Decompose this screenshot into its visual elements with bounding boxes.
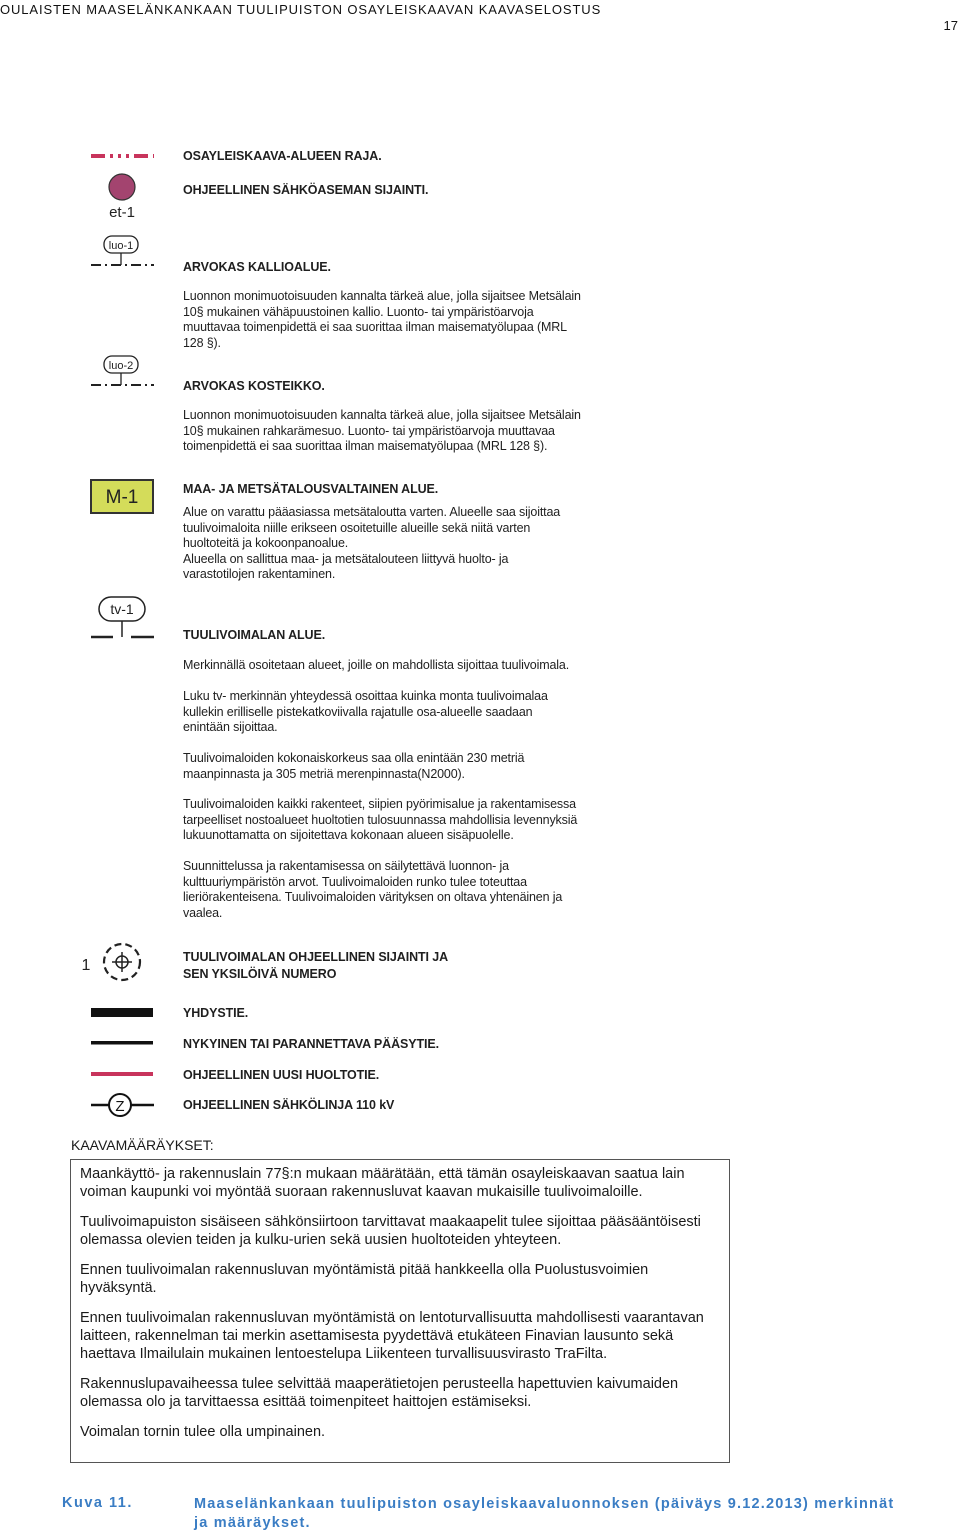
m-1-area-icon xyxy=(89,478,157,516)
legend-label-luo-1: ARVOKAS KALLIOALUE. xyxy=(183,260,331,274)
powerline-icon xyxy=(88,1090,158,1120)
new-service-road-symbol xyxy=(88,1069,158,1079)
wind-turbine-location-icon xyxy=(78,940,148,986)
legend-description-m-1: Alue on varattu pääasiassa metsätaloutta varten. Alueelle saa sijoittaa tuulivoimaloita niille erikseen osoitetuille alueille sekä niitä varten huoltoteitä ja kokoonpanoalue. Alueella on sallittua maa- ja metsätalouteen liittyvä huolto- ja varastotilojen rakentaminen. xyxy=(183,505,561,581)
legend-label-connecting-road: YHDYSTIE. xyxy=(183,1006,249,1020)
legend-description-tv-1-p1: Merkinnällä osoitetaan alueet, joille on mahdollista sijoittaa tuulivoimala. xyxy=(183,658,570,672)
page-number: 17 xyxy=(943,18,958,33)
regulations-heading: KAAVAMÄÄRÄYKSET: xyxy=(71,1137,214,1153)
powerline-code: Z xyxy=(115,1098,125,1115)
legend-label-tv-1: TUULIVOIMALAN ALUE. xyxy=(183,628,326,642)
legend-label-substation: OHJEELLINEN SÄHKÖASEMAN SIJAINTI. xyxy=(183,183,429,197)
legend-label-boundary: OSAYLEISKAAVA-ALUEEN RAJA. xyxy=(183,149,382,163)
regulation-paragraph-6: Voimalan tornin tulee olla umpinainen. xyxy=(80,1424,326,1440)
legend-description-luo-1: Luonnon monimuotoisuuden kannalta tärkeä alue, jolla sijaitsee Metsälain 10§ mukainen vähäpuustoinen kallio. Luonto- tai ympäristöarvoja muuttavaa toimenpidettä ei saa suorittaa ilman maisematyölupaa (MRL 128 §). xyxy=(183,289,581,350)
wind-power-area-icon xyxy=(88,594,158,644)
legend-description-tv-1-p4: Tuulivoimaloiden kaikki rakenteet, siipien pyörimisalue ja rakentamisessa tarpeelliset nostoalueet huoltotien tulosuunnassa mahdollisia levennyksiä lukuunottamatta on sijoitettava kokonaan alueen sisäpuolelle. xyxy=(183,797,578,842)
legend-label-luo-2: ARVOKAS KOSTEIKKO. xyxy=(183,379,325,393)
connecting-road-symbol xyxy=(88,1006,158,1020)
legend-label-m-1: MAA- JA METSÄTALOUSVALTAINEN ALUE. xyxy=(183,482,439,496)
luo-2-code: luo-2 xyxy=(108,360,134,372)
legend-description-tv-1-p2: Luku tv- merkinnän yhteydessä osoittaa kuinka monta tuulivoimalaa kullekin erilliselle pistekatkoviivalla rajatulle osa-alueelle saadaan enintään sijoittaa. xyxy=(183,689,548,734)
figure-caption: Maaselänkankaan tuulipuiston osayleiskaavaluonnoksen (päiväys 9.12.2013) merkinnät ja määräykset. xyxy=(194,1496,895,1531)
regulation-paragraph-2: Tuulivoimapuiston sisäiseen sähkönsiirtoon tarvittavat maakaapelit tulee sijoittaa pääsääntöisesti olemassa olevien teiden ja kulku-urien sekä uusien huoltoteiden yhteyteen. xyxy=(80,1214,701,1248)
access-road-symbol xyxy=(88,1038,158,1048)
luo-1-code: luo-1 xyxy=(108,240,134,252)
tv-1-code: tv-1 xyxy=(110,601,134,617)
valuable-rock-area-icon xyxy=(88,233,158,273)
legend-label-access-road: NYKYINEN TAI PARANNETTAVA PÄÄSYTIE. xyxy=(183,1037,440,1051)
legend-label-turbine: TUULIVOIMALAN OHJEELLINEN SIJAINTI JA SEN YKSILÖIVÄ NUMERO xyxy=(183,950,449,981)
figure-label: Kuva 11. xyxy=(62,1495,133,1511)
regulation-paragraph-1: Maankäyttö- ja rakennuslain 77§:n mukaan määrätään, että tämän osayleiskaavan saatua lain voiman kaupunki voi myöntää suoraan rakennusluvat kaavan mukaisille tuulivoimaloille. xyxy=(80,1166,685,1200)
boundary-line-symbol xyxy=(88,150,158,162)
legend-label-powerline: OHJEELLINEN SÄHKÖLINJA 110 kV xyxy=(183,1098,395,1112)
legend-description-tv-1-p3: Tuulivoimaloiden kokonaiskorkeus saa olla enintään 230 metriä maanpinnasta ja 305 metriä merenpinnasta(N2000). xyxy=(183,751,525,781)
regulation-paragraph-4: Ennen tuulivoimalan rakennusluvan myöntämistä on lentoturvallisuutta mahdollisesti vaarantavan laitteen, rakennelman tai merkin asettamisesta pyydettävä etukäteen Finavian lausunto sekä haettava Ilmailulain mukainen lentoestelupa Liikenteen turvallisuusvirasto TraFilta. xyxy=(80,1310,704,1362)
turbine-number: 1 xyxy=(81,957,91,974)
legend-description-luo-2: Luonnon monimuotoisuuden kannalta tärkeä alue, jolla sijaitsee Metsälain 10§ mukainen rahkarämesuo. Luonto- tai ympäristöarvoja muuttavaa toimenpidettä ei saa suorittaa ilman maisematyölupaa (MRL 128 §). xyxy=(183,408,581,453)
substation-code: et-1 xyxy=(109,204,135,221)
substation-icon xyxy=(100,172,146,224)
regulation-paragraph-3: Ennen tuulivoimalan rakennusluvan myöntämistä pitää hankkeella olla Puolustusvoimien hyväksyntä. xyxy=(80,1262,649,1296)
running-header: OULAISTEN MAASELÄNKANKAAN TUULIPUISTON OSAYLEISKAAVAN KAAVASELOSTUS xyxy=(0,2,602,17)
legend-label-service-road: OHJEELLINEN UUSI HUOLTOTIE. xyxy=(183,1068,380,1082)
valuable-wetland-icon xyxy=(88,353,158,393)
regulation-paragraph-5: Rakennuslupavaiheessa tulee selvittää maaperätietojen perusteella hapettuvien kaivumaiden olemassa olo ja tarvittaessa esittää toimenpiteet haittojen estämiseksi. xyxy=(80,1376,679,1410)
regulations-box xyxy=(70,1159,730,1463)
m-1-code: M-1 xyxy=(105,487,139,508)
legend-description-tv-1-p5: Suunnittelussa ja rakentamisessa on säilytettävä luonnon- ja kulttuuriympäristön arvot. Tuulivoimaloiden runko tulee toteuttaa lieriörakenteisena. Tuulivoimaloiden värityksen on oltava yhtenäinen ja vaalea. xyxy=(183,859,563,920)
